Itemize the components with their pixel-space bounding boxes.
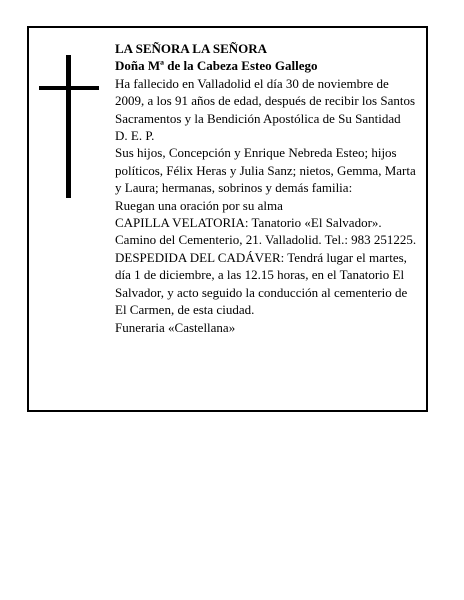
family-list: Sus hijos, Concepción y Enrique Nebreda Esteo; hijos políticos, Félix Heras y Julia Sanz; nietos, Gemma, Marta y Laura; hermanas, sobrinos y demás familia:: [115, 145, 416, 196]
obituary-notice: [27, 26, 428, 412]
deceased-name: Doña Mª de la Cabeza Esteo Gallego: [115, 58, 318, 74]
cross-vertical-bar: [66, 55, 71, 198]
death-statement: Ha fallecido en Valladolid el día 30 de noviembre de 2009, a los 91 años de edad, después de recibir los Santos Sacramentos y la Bendición Apostólica de Su Santidad: [115, 75, 416, 126]
farewell-details: DESPEDIDA DEL CADÁVER: Tendrá lugar el martes, día 1 de diciembre, a las 12.15 horas, en el Tanatorio El Salvador, y acto seguido la conducción al cementerio de El Carmen, de esta ciudad.: [115, 249, 408, 318]
cross-icon: [39, 55, 99, 198]
notice-text: [115, 40, 421, 336]
cross-horizontal-bar: [39, 86, 99, 90]
notice-header: LA SEÑORA LA SEÑORA: [115, 41, 268, 56]
rip-line: D. E. P.: [115, 128, 155, 144]
prayer-request: Ruegan una oración por su alma: [115, 197, 283, 213]
funeral-home: Funeraria «Castellana»: [115, 319, 236, 335]
wake-details: CAPILLA VELATORIA: Tanatorio «El Salvador». Camino del Cementerio, 21. Valladolid. Tel.: 983 251225.: [115, 215, 417, 248]
